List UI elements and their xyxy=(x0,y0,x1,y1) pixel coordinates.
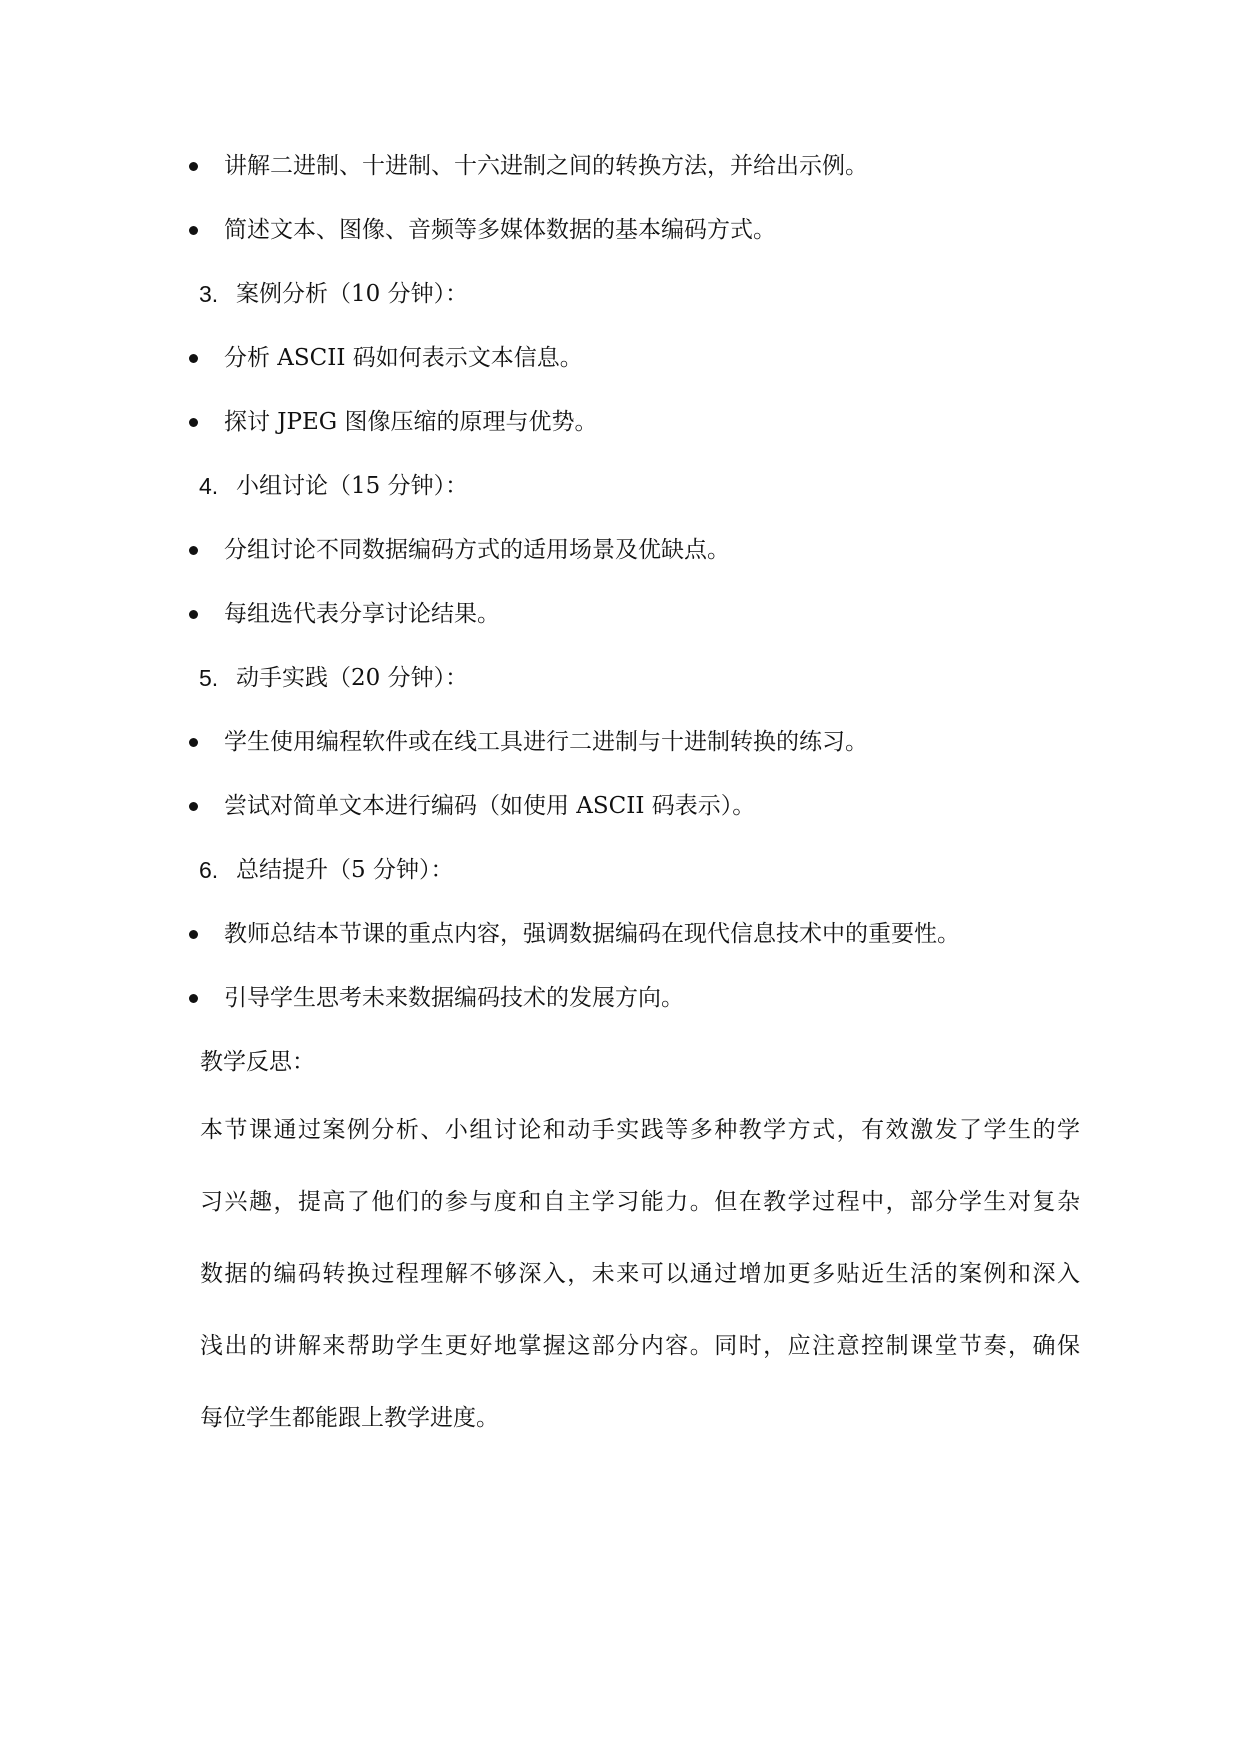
list-item-text: 教师总结本节课的重点内容，强调数据编码在现代信息技术中的重要性。 xyxy=(224,921,960,947)
paragraph-line: 数据的编码转换过程理解不够深入，未来可以通过增加更多贴近生活的案例和深入 xyxy=(200,1261,1080,1287)
list-item xyxy=(0,210,1241,250)
list-item-text: 每组选代表分享讨论结果。 xyxy=(224,601,500,627)
step-title: 案例分析（10 分钟）： xyxy=(236,281,469,307)
list-item xyxy=(0,594,1241,634)
list-item xyxy=(0,338,1241,378)
step-heading xyxy=(0,466,1241,506)
bullet-icon xyxy=(189,546,198,555)
bullet-icon xyxy=(189,418,198,427)
list-item-text: 探讨 JPEG 图像压缩的原理与优势。 xyxy=(224,409,598,435)
section-heading: 教学反思： xyxy=(200,1049,315,1075)
step-number: 5. xyxy=(199,665,219,691)
step-heading xyxy=(0,658,1241,698)
list-item-text: 简述文本、图像、音频等多媒体数据的基本编码方式。 xyxy=(224,217,776,243)
list-item-text: 尝试对简单文本进行编码（如使用 ASCII 码表示）。 xyxy=(224,793,756,819)
step-number: 4. xyxy=(199,473,219,499)
step-title: 小组讨论（15 分钟）： xyxy=(236,473,469,499)
bullet-icon xyxy=(189,994,198,1003)
step-number: 3. xyxy=(199,281,219,307)
list-item-text: 学生使用编程软件或在线工具进行二进制与十进制转换的练习。 xyxy=(224,729,868,755)
list-item xyxy=(0,914,1241,954)
step-number: 6. xyxy=(199,857,219,883)
paragraph-line: 习兴趣，提高了他们的参与度和自主学习能力。但在教学过程中，部分学生对复杂 xyxy=(200,1189,1080,1215)
bullet-icon xyxy=(189,738,198,747)
list-item xyxy=(0,786,1241,826)
list-item-text: 讲解二进制、十进制、十六进制之间的转换方法，并给出示例。 xyxy=(224,153,868,179)
bullet-icon xyxy=(189,354,198,363)
step-heading xyxy=(0,274,1241,314)
paragraph-line: 本节课通过案例分析、小组讨论和动手实践等多种教学方式，有效激发了学生的学 xyxy=(200,1117,1080,1143)
step-title: 总结提升（5 分钟）： xyxy=(236,857,454,883)
step-title: 动手实践（20 分钟）： xyxy=(236,665,469,691)
paragraph-line: 每位学生都能跟上教学进度。 xyxy=(200,1405,499,1431)
step-heading xyxy=(0,850,1241,890)
list-item xyxy=(0,978,1241,1018)
bullet-icon xyxy=(189,610,198,619)
list-item-text: 分组讨论不同数据编码方式的适用场景及优缺点。 xyxy=(224,537,730,563)
paragraph-line: 浅出的讲解来帮助学生更好地掌握这部分内容。同时，应注意控制课堂节奏，确保 xyxy=(200,1333,1080,1359)
list-item xyxy=(0,402,1241,442)
list-item-text: 引导学生思考未来数据编码技术的发展方向。 xyxy=(224,985,684,1011)
bullet-icon xyxy=(189,162,198,171)
list-item-text: 分析 ASCII 码如何表示文本信息。 xyxy=(224,345,583,371)
bullet-icon xyxy=(189,802,198,811)
list-item xyxy=(0,722,1241,762)
list-item xyxy=(0,146,1241,186)
bullet-icon xyxy=(189,226,198,235)
bullet-icon xyxy=(189,930,198,939)
list-item xyxy=(0,530,1241,570)
